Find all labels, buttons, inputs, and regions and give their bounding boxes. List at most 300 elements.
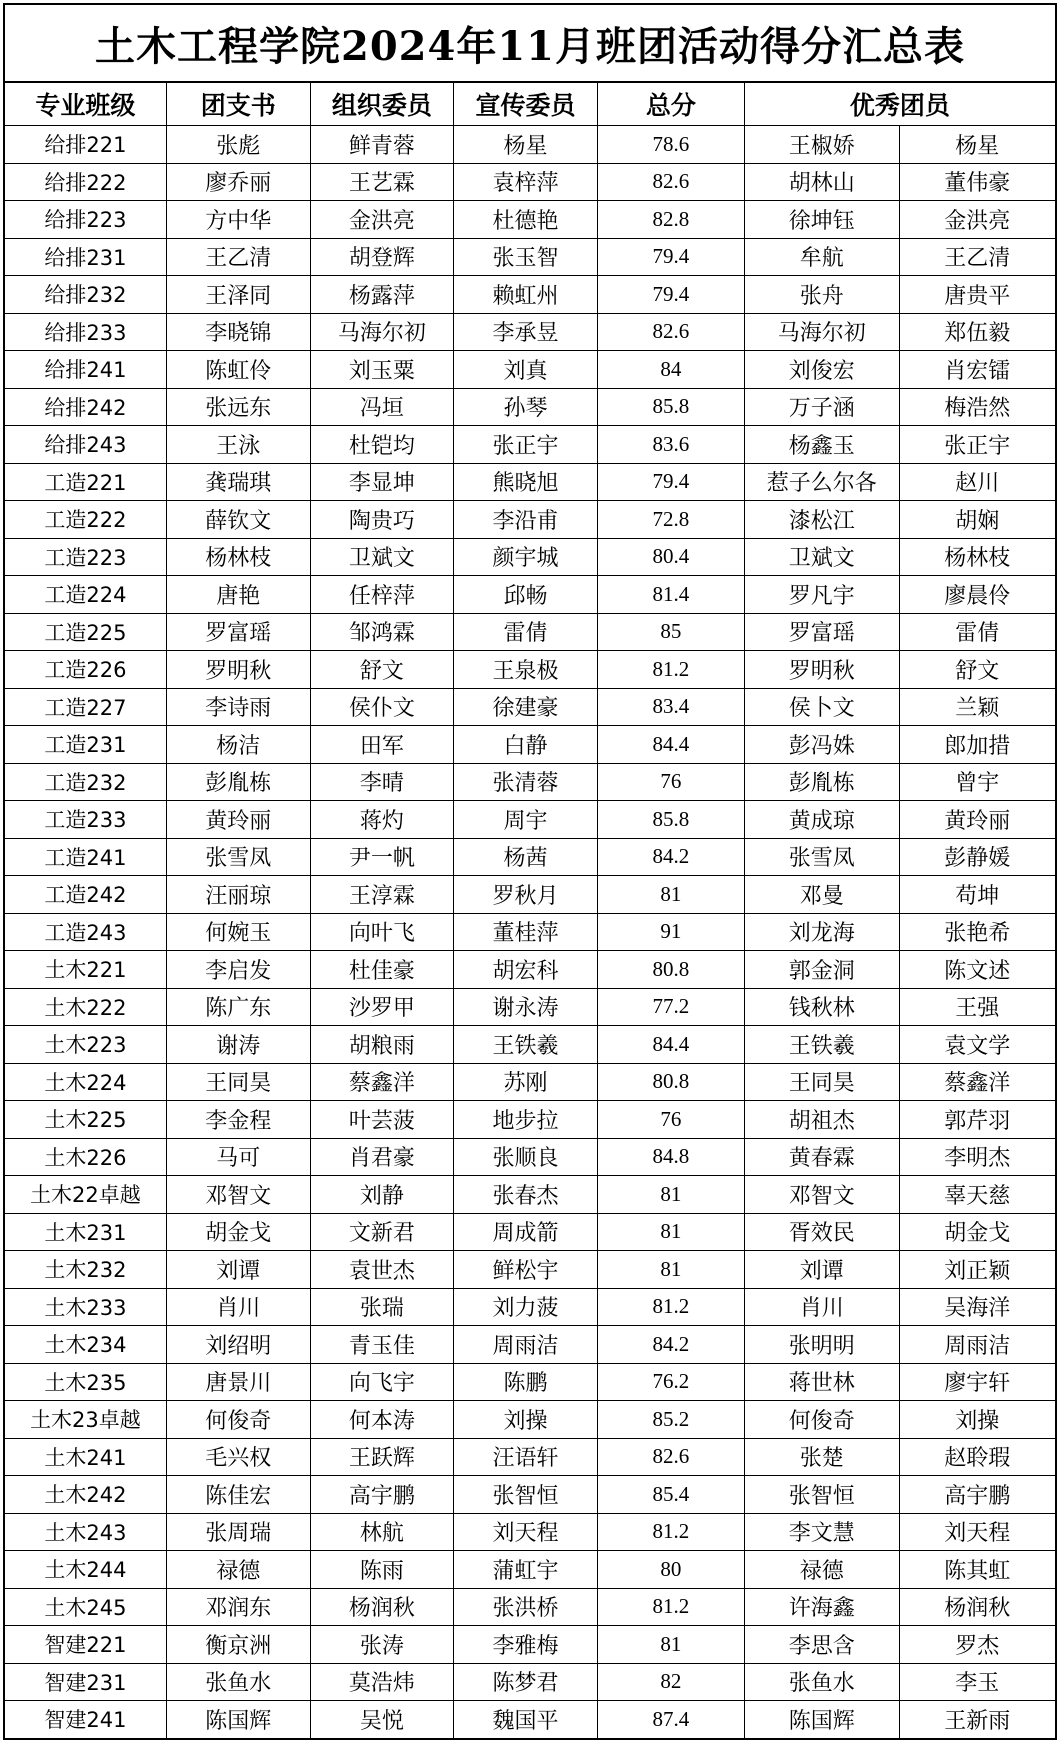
- excellent-member-2-cell: 赵川: [899, 463, 1055, 501]
- secretary-cell: 唐艳: [166, 576, 310, 614]
- class-cell: 土木231: [5, 1213, 166, 1251]
- class-cell: 给排231: [5, 238, 166, 276]
- secretary-cell: 张彪: [166, 126, 310, 164]
- secretary-cell: 罗明秋: [166, 651, 310, 689]
- secretary-cell: 陈国辉: [166, 1701, 310, 1738]
- publicity-cell: 胡宏科: [454, 951, 598, 989]
- publicity-cell: 陈梦君: [454, 1663, 598, 1701]
- publicity-cell: 熊晓旭: [454, 463, 598, 501]
- header-organizer: 组织委员: [310, 83, 454, 126]
- table-row: [5, 1476, 1055, 1514]
- class-cell: 土木225: [5, 1101, 166, 1139]
- class-cell: 给排232: [5, 276, 166, 314]
- score-cell: 82.8: [597, 201, 744, 239]
- score-cell: 85.2: [597, 1401, 744, 1439]
- publicity-cell: 张洪桥: [454, 1588, 598, 1626]
- excellent-member-1-cell: 王铁羲: [744, 1026, 899, 1064]
- score-cell: 78.6: [597, 126, 744, 164]
- class-cell: 土木234: [5, 1326, 166, 1364]
- table-row: [5, 1176, 1055, 1214]
- organizer-cell: 吴悦: [310, 1701, 454, 1738]
- class-cell: 工造223: [5, 538, 166, 576]
- score-summary-sheet: [3, 3, 1057, 1740]
- secretary-cell: 张远东: [166, 388, 310, 426]
- score-cell: 80.8: [597, 1063, 744, 1101]
- excellent-member-1-cell: 胥效民: [744, 1213, 899, 1251]
- secretary-cell: 刘谭: [166, 1251, 310, 1289]
- excellent-member-1-cell: 王同昊: [744, 1063, 899, 1101]
- excellent-member-2-cell: 雷倩: [899, 613, 1055, 651]
- score-cell: 80.4: [597, 538, 744, 576]
- score-cell: 79.4: [597, 463, 744, 501]
- publicity-cell: 魏国平: [454, 1701, 598, 1738]
- excellent-member-2-cell: 董伟豪: [899, 163, 1055, 201]
- publicity-cell: 张正宇: [454, 426, 598, 464]
- table-row: [5, 1288, 1055, 1326]
- class-cell: 土木223: [5, 1026, 166, 1064]
- excellent-member-2-cell: 唐贵平: [899, 276, 1055, 314]
- table-row: [5, 538, 1055, 576]
- table-row: [5, 463, 1055, 501]
- excellent-member-1-cell: 郭金洞: [744, 951, 899, 989]
- header-excellent-members: 优秀团员: [744, 83, 1055, 126]
- excellent-member-2-cell: 胡金戈: [899, 1213, 1055, 1251]
- organizer-cell: 肖君豪: [310, 1138, 454, 1176]
- table-row: [5, 1551, 1055, 1589]
- class-cell: 工造222: [5, 501, 166, 539]
- class-cell: 给排221: [5, 126, 166, 164]
- excellent-member-1-cell: 张智恒: [744, 1476, 899, 1514]
- class-cell: 工造241: [5, 838, 166, 876]
- excellent-member-1-cell: 张舟: [744, 276, 899, 314]
- table-row: [5, 276, 1055, 314]
- table-row: [5, 426, 1055, 464]
- excellent-member-1-cell: 徐坤钰: [744, 201, 899, 239]
- publicity-cell: 李承昱: [454, 313, 598, 351]
- table-row: [5, 1063, 1055, 1101]
- secretary-cell: 陈广东: [166, 988, 310, 1026]
- excellent-member-2-cell: 廖宇轩: [899, 1363, 1055, 1401]
- excellent-member-2-cell: 刘操: [899, 1401, 1055, 1439]
- excellent-member-2-cell: 蔡鑫洋: [899, 1063, 1055, 1101]
- table-row: [5, 238, 1055, 276]
- class-cell: 工造226: [5, 651, 166, 689]
- table-row: [5, 1438, 1055, 1476]
- score-cell: 85.8: [597, 388, 744, 426]
- secretary-cell: 薛钦文: [166, 501, 310, 539]
- secretary-cell: 王同昊: [166, 1063, 310, 1101]
- table-row: [5, 576, 1055, 614]
- class-cell: 工造224: [5, 576, 166, 614]
- organizer-cell: 袁世杰: [310, 1251, 454, 1289]
- score-cell: 84: [597, 351, 744, 389]
- secretary-cell: 张鱼水: [166, 1663, 310, 1701]
- score-cell: 84.4: [597, 726, 744, 764]
- table-row: [5, 1026, 1055, 1064]
- organizer-cell: 张涛: [310, 1626, 454, 1664]
- excellent-member-1-cell: 刘龙海: [744, 913, 899, 951]
- publicity-cell: 白静: [454, 726, 598, 764]
- class-cell: 土木224: [5, 1063, 166, 1101]
- secretary-cell: 何俊奇: [166, 1401, 310, 1439]
- score-cell: 76.2: [597, 1363, 744, 1401]
- table-row: [5, 201, 1055, 239]
- class-cell: 土木245: [5, 1588, 166, 1626]
- table-row: [5, 501, 1055, 539]
- secretary-cell: 罗富瑶: [166, 613, 310, 651]
- table-row: [5, 951, 1055, 989]
- table-row: [5, 1401, 1055, 1439]
- organizer-cell: 任梓萍: [310, 576, 454, 614]
- excellent-member-2-cell: 吴海洋: [899, 1288, 1055, 1326]
- secretary-cell: 谢涛: [166, 1026, 310, 1064]
- excellent-member-2-cell: 袁文学: [899, 1026, 1055, 1064]
- publicity-cell: 杨星: [454, 126, 598, 164]
- excellent-member-2-cell: 李玉: [899, 1663, 1055, 1701]
- secretary-cell: 杨洁: [166, 726, 310, 764]
- organizer-cell: 王跃辉: [310, 1438, 454, 1476]
- excellent-member-1-cell: 肖川: [744, 1288, 899, 1326]
- class-cell: 土木22卓越: [5, 1176, 166, 1214]
- class-cell: 给排223: [5, 201, 166, 239]
- class-cell: 给排243: [5, 426, 166, 464]
- organizer-cell: 杨润秋: [310, 1588, 454, 1626]
- publicity-cell: 邱畅: [454, 576, 598, 614]
- organizer-cell: 卫斌文: [310, 538, 454, 576]
- score-cell: 81: [597, 1213, 744, 1251]
- table-row: [5, 1588, 1055, 1626]
- organizer-cell: 金洪亮: [310, 201, 454, 239]
- excellent-member-2-cell: 张艳希: [899, 913, 1055, 951]
- table-row: [5, 163, 1055, 201]
- excellent-member-1-cell: 罗富瑶: [744, 613, 899, 651]
- excellent-member-1-cell: 邓曼: [744, 876, 899, 914]
- organizer-cell: 胡粮雨: [310, 1026, 454, 1064]
- class-cell: 工造243: [5, 913, 166, 951]
- table-row: [5, 1251, 1055, 1289]
- excellent-member-1-cell: 许海鑫: [744, 1588, 899, 1626]
- class-cell: 土木244: [5, 1551, 166, 1589]
- organizer-cell: 林航: [310, 1513, 454, 1551]
- excellent-member-2-cell: 王强: [899, 988, 1055, 1026]
- table-row: [5, 1626, 1055, 1664]
- secretary-cell: 李启发: [166, 951, 310, 989]
- publicity-cell: 张春杰: [454, 1176, 598, 1214]
- score-cell: 81: [597, 876, 744, 914]
- publicity-cell: 刘天程: [454, 1513, 598, 1551]
- score-cell: 81.2: [597, 1288, 744, 1326]
- organizer-cell: 舒文: [310, 651, 454, 689]
- publicity-cell: 杜德艳: [454, 201, 598, 239]
- table-row: [5, 613, 1055, 651]
- secretary-cell: 李金程: [166, 1101, 310, 1139]
- class-cell: 工造242: [5, 876, 166, 914]
- organizer-cell: 李显坤: [310, 463, 454, 501]
- score-cell: 83.6: [597, 426, 744, 464]
- class-cell: 土木235: [5, 1363, 166, 1401]
- organizer-cell: 王淳霖: [310, 876, 454, 914]
- class-cell: 给排222: [5, 163, 166, 201]
- excellent-member-2-cell: 罗杰: [899, 1626, 1055, 1664]
- organizer-cell: 尹一帆: [310, 838, 454, 876]
- publicity-cell: 刘操: [454, 1401, 598, 1439]
- excellent-member-1-cell: 钱秋林: [744, 988, 899, 1026]
- score-cell: 81.2: [597, 651, 744, 689]
- score-cell: 79.4: [597, 238, 744, 276]
- secretary-cell: 禄德: [166, 1551, 310, 1589]
- class-cell: 土木226: [5, 1138, 166, 1176]
- excellent-member-2-cell: 郭芹羽: [899, 1101, 1055, 1139]
- publicity-cell: 周宇: [454, 801, 598, 839]
- organizer-cell: 马海尔初: [310, 313, 454, 351]
- excellent-member-1-cell: 蒋世林: [744, 1363, 899, 1401]
- organizer-cell: 沙罗甲: [310, 988, 454, 1026]
- organizer-cell: 刘玉粟: [310, 351, 454, 389]
- score-cell: 80: [597, 1551, 744, 1589]
- table-row: [5, 1213, 1055, 1251]
- class-cell: 给排241: [5, 351, 166, 389]
- publicity-cell: 周成箭: [454, 1213, 598, 1251]
- class-cell: 工造225: [5, 613, 166, 651]
- excellent-member-2-cell: 舒文: [899, 651, 1055, 689]
- table-row: [5, 913, 1055, 951]
- organizer-cell: 刘静: [310, 1176, 454, 1214]
- secretary-cell: 毛兴权: [166, 1438, 310, 1476]
- table-row: [5, 726, 1055, 764]
- publicity-cell: 杨茜: [454, 838, 598, 876]
- excellent-member-1-cell: 邓智文: [744, 1176, 899, 1214]
- table-row: [5, 838, 1055, 876]
- excellent-member-1-cell: 李文慧: [744, 1513, 899, 1551]
- score-cell: 81: [597, 1176, 744, 1214]
- secretary-cell: 李诗雨: [166, 688, 310, 726]
- table-row: [5, 688, 1055, 726]
- excellent-member-2-cell: 彭静媛: [899, 838, 1055, 876]
- table-row: [5, 1513, 1055, 1551]
- excellent-member-2-cell: 陈文述: [899, 951, 1055, 989]
- excellent-member-1-cell: 张楚: [744, 1438, 899, 1476]
- class-cell: 土木243: [5, 1513, 166, 1551]
- score-cell: 81.4: [597, 576, 744, 614]
- excellent-member-1-cell: 张雪凤: [744, 838, 899, 876]
- excellent-member-2-cell: 梅浩然: [899, 388, 1055, 426]
- secretary-cell: 马可: [166, 1138, 310, 1176]
- header-publicity: 宣传委员: [454, 83, 598, 126]
- secretary-cell: 廖乔丽: [166, 163, 310, 201]
- excellent-member-2-cell: 杨星: [899, 126, 1055, 164]
- excellent-member-2-cell: 廖晨伶: [899, 576, 1055, 614]
- organizer-cell: 向叶飞: [310, 913, 454, 951]
- publicity-cell: 李雅梅: [454, 1626, 598, 1664]
- score-cell: 82.6: [597, 1438, 744, 1476]
- secretary-cell: 方中华: [166, 201, 310, 239]
- score-cell: 81.2: [597, 1513, 744, 1551]
- excellent-member-1-cell: 惹子么尔各: [744, 463, 899, 501]
- organizer-cell: 何本涛: [310, 1401, 454, 1439]
- publicity-cell: 刘力菠: [454, 1288, 598, 1326]
- excellent-member-2-cell: 杨林枝: [899, 538, 1055, 576]
- organizer-cell: 侯仆文: [310, 688, 454, 726]
- secretary-cell: 衡京洲: [166, 1626, 310, 1664]
- class-cell: 工造231: [5, 726, 166, 764]
- table-row: [5, 876, 1055, 914]
- score-cell: 82: [597, 1663, 744, 1701]
- class-cell: 智建231: [5, 1663, 166, 1701]
- table-row: [5, 1101, 1055, 1139]
- publicity-cell: 孙琴: [454, 388, 598, 426]
- excellent-member-1-cell: 张鱼水: [744, 1663, 899, 1701]
- class-cell: 土木23卓越: [5, 1401, 166, 1439]
- table-row: [5, 1138, 1055, 1176]
- publicity-cell: 张智恒: [454, 1476, 598, 1514]
- publicity-cell: 王铁羲: [454, 1026, 598, 1064]
- organizer-cell: 青玉佳: [310, 1326, 454, 1364]
- table-row: [5, 801, 1055, 839]
- table-row: [5, 1326, 1055, 1364]
- organizer-cell: 叶芸菠: [310, 1101, 454, 1139]
- excellent-member-1-cell: 漆松江: [744, 501, 899, 539]
- publicity-cell: 谢永涛: [454, 988, 598, 1026]
- organizer-cell: 田军: [310, 726, 454, 764]
- organizer-cell: 高宇鹏: [310, 1476, 454, 1514]
- publicity-cell: 鲜松宇: [454, 1251, 598, 1289]
- organizer-cell: 冯垣: [310, 388, 454, 426]
- secretary-cell: 王乙清: [166, 238, 310, 276]
- score-cell: 85.4: [597, 1476, 744, 1514]
- excellent-member-1-cell: 何俊奇: [744, 1401, 899, 1439]
- excellent-member-2-cell: 陈其虹: [899, 1551, 1055, 1589]
- table-row: [5, 388, 1055, 426]
- excellent-member-1-cell: 刘谭: [744, 1251, 899, 1289]
- excellent-member-1-cell: 黄成琼: [744, 801, 899, 839]
- publicity-cell: 赖虹州: [454, 276, 598, 314]
- publicity-cell: 董桂萍: [454, 913, 598, 951]
- table-row: [5, 763, 1055, 801]
- table-row: [5, 351, 1055, 389]
- excellent-member-1-cell: 万子涵: [744, 388, 899, 426]
- secretary-cell: 李晓锦: [166, 313, 310, 351]
- organizer-cell: 鲜青蓉: [310, 126, 454, 164]
- score-cell: 84.4: [597, 1026, 744, 1064]
- secretary-cell: 邓智文: [166, 1176, 310, 1214]
- excellent-member-2-cell: 李明杰: [899, 1138, 1055, 1176]
- score-cell: 91: [597, 913, 744, 951]
- class-cell: 给排233: [5, 313, 166, 351]
- excellent-member-2-cell: 兰颖: [899, 688, 1055, 726]
- secretary-cell: 陈佳宏: [166, 1476, 310, 1514]
- organizer-cell: 文新君: [310, 1213, 454, 1251]
- class-cell: 土木232: [5, 1251, 166, 1289]
- excellent-member-2-cell: 苟坤: [899, 876, 1055, 914]
- score-cell: 81: [597, 1626, 744, 1664]
- excellent-member-1-cell: 彭胤栋: [744, 763, 899, 801]
- secretary-cell: 邓润东: [166, 1588, 310, 1626]
- excellent-member-2-cell: 张正宇: [899, 426, 1055, 464]
- excellent-member-2-cell: 刘正颖: [899, 1251, 1055, 1289]
- score-cell: 81: [597, 1251, 744, 1289]
- score-cell: 82.6: [597, 163, 744, 201]
- class-cell: 智建221: [5, 1626, 166, 1664]
- publicity-cell: 袁梓萍: [454, 163, 598, 201]
- excellent-member-2-cell: 赵聆瑕: [899, 1438, 1055, 1476]
- score-cell: 82.6: [597, 313, 744, 351]
- excellent-member-2-cell: 金洪亮: [899, 201, 1055, 239]
- score-cell: 76: [597, 763, 744, 801]
- publicity-cell: 蒲虹宇: [454, 1551, 598, 1589]
- secretary-cell: 彭胤栋: [166, 763, 310, 801]
- score-cell: 72.8: [597, 501, 744, 539]
- secretary-cell: 汪丽琼: [166, 876, 310, 914]
- class-cell: 工造221: [5, 463, 166, 501]
- excellent-member-2-cell: 辜天慈: [899, 1176, 1055, 1214]
- excellent-member-1-cell: 罗明秋: [744, 651, 899, 689]
- class-cell: 给排242: [5, 388, 166, 426]
- publicity-cell: 王泉极: [454, 651, 598, 689]
- excellent-member-1-cell: 杨鑫玉: [744, 426, 899, 464]
- excellent-member-1-cell: 卫斌文: [744, 538, 899, 576]
- organizer-cell: 向飞宇: [310, 1363, 454, 1401]
- publicity-cell: 徐建豪: [454, 688, 598, 726]
- class-cell: 土木242: [5, 1476, 166, 1514]
- excellent-member-1-cell: 胡祖杰: [744, 1101, 899, 1139]
- score-cell: 77.2: [597, 988, 744, 1026]
- secretary-cell: 黄玲丽: [166, 801, 310, 839]
- class-cell: 工造232: [5, 763, 166, 801]
- sheet-title: 土木工程学院2024年11月班团活动得分汇总表: [5, 5, 1055, 83]
- excellent-member-1-cell: 罗凡宇: [744, 576, 899, 614]
- excellent-member-1-cell: 彭冯姝: [744, 726, 899, 764]
- excellent-member-2-cell: 高宇鹏: [899, 1476, 1055, 1514]
- class-cell: 土木221: [5, 951, 166, 989]
- score-table: [5, 83, 1055, 1738]
- score-cell: 85.8: [597, 801, 744, 839]
- organizer-cell: 陈雨: [310, 1551, 454, 1589]
- secretary-cell: 杨林枝: [166, 538, 310, 576]
- excellent-member-1-cell: 刘俊宏: [744, 351, 899, 389]
- score-cell: 79.4: [597, 276, 744, 314]
- header-row: [5, 83, 1055, 126]
- publicity-cell: 周雨洁: [454, 1326, 598, 1364]
- publicity-cell: 李沿甫: [454, 501, 598, 539]
- header-secretary: 团支书: [166, 83, 310, 126]
- organizer-cell: 李晴: [310, 763, 454, 801]
- excellent-member-1-cell: 张明明: [744, 1326, 899, 1364]
- organizer-cell: 杨露萍: [310, 276, 454, 314]
- publicity-cell: 汪语轩: [454, 1438, 598, 1476]
- publicity-cell: 苏刚: [454, 1063, 598, 1101]
- table-row: [5, 651, 1055, 689]
- excellent-member-1-cell: 李思含: [744, 1626, 899, 1664]
- score-cell: 87.4: [597, 1701, 744, 1738]
- secretary-cell: 王泽同: [166, 276, 310, 314]
- secretary-cell: 王泳: [166, 426, 310, 464]
- excellent-member-2-cell: 郑伍毅: [899, 313, 1055, 351]
- publicity-cell: 张清蓉: [454, 763, 598, 801]
- excellent-member-1-cell: 马海尔初: [744, 313, 899, 351]
- organizer-cell: 王艺霖: [310, 163, 454, 201]
- publicity-cell: 地步拉: [454, 1101, 598, 1139]
- excellent-member-2-cell: 郎加措: [899, 726, 1055, 764]
- class-cell: 智建241: [5, 1701, 166, 1738]
- secretary-cell: 唐景川: [166, 1363, 310, 1401]
- table-row: [5, 1701, 1055, 1738]
- secretary-cell: 刘绍明: [166, 1326, 310, 1364]
- score-cell: 85: [597, 613, 744, 651]
- excellent-member-2-cell: 肖宏镭: [899, 351, 1055, 389]
- score-cell: 76: [597, 1101, 744, 1139]
- class-cell: 工造233: [5, 801, 166, 839]
- excellent-member-1-cell: 黄春霖: [744, 1138, 899, 1176]
